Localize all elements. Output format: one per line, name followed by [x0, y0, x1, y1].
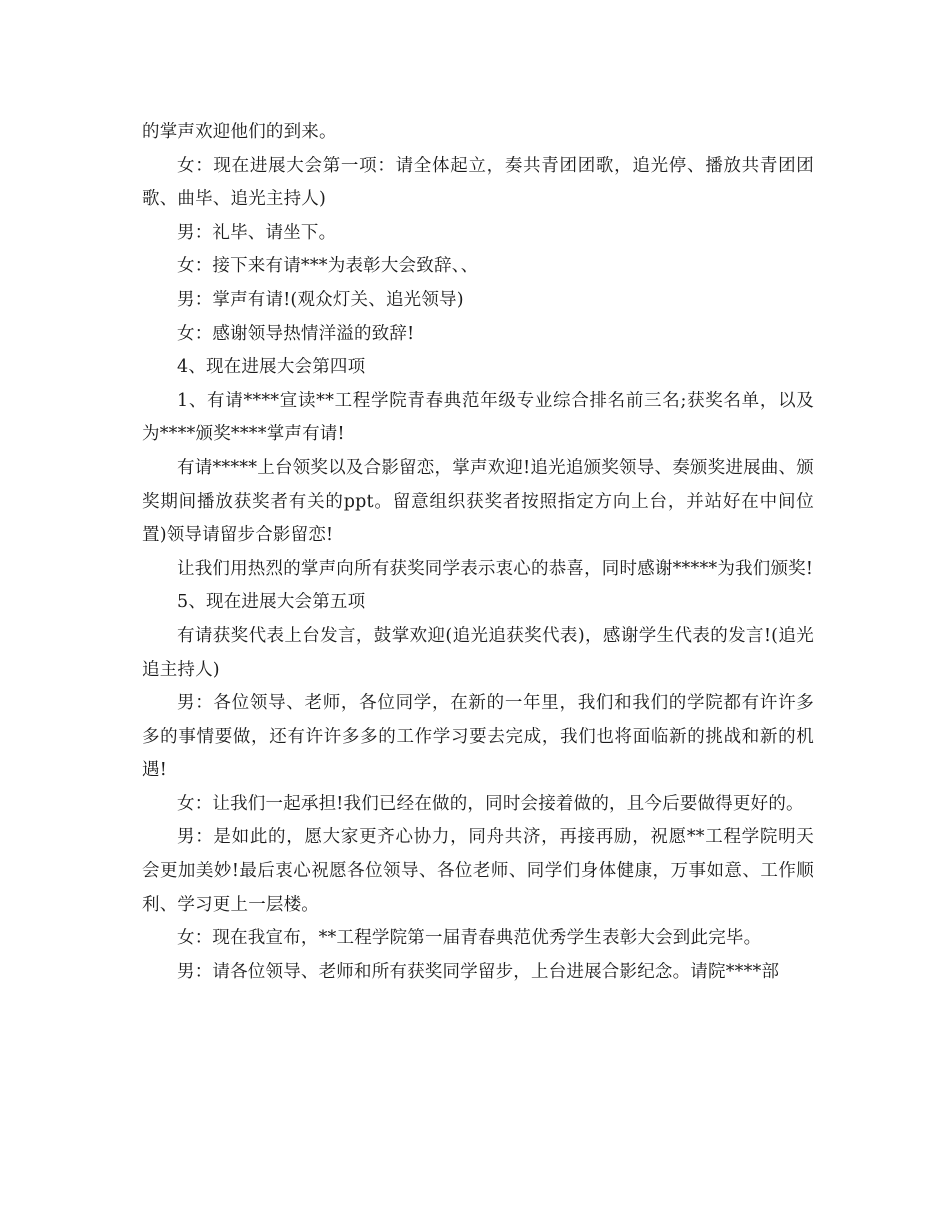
paragraph: 女：接下来有请***为表彰大会致辞、、 — [177, 256, 479, 277]
paragraph: 女：让我们一起承担!我们已经在做的，同时会接着做的，且今后要做得更好的。 — [177, 793, 804, 814]
paragraph: 男：礼毕、请坐下。 — [177, 222, 337, 243]
paragraph: 女：现在我宣布，**工程学院第一届青春典范优秀学生表彰大会到此完毕。 — [177, 928, 762, 949]
paragraph: 4、现在进展大会第四项 — [177, 357, 366, 378]
paragraph: 男：各位领导、老师，各位同学，在新的一年里，我们和我们的学院都有许许多多的事情要做，还有许许多多的工作学习要去完成，我们也将面临新的挑战和新的机遇! — [142, 693, 814, 781]
paragraph: 有请*****上台领奖以及合影留恋，掌声欢迎!追光追颁奖领导、奏颁奖进展曲、颁奖期间播放获奖者有关的ppt。留意组织获奖者按照指定方向上台，并站好在中间位置)领导请留步合影留恋! — [142, 457, 814, 546]
paragraph: 女：感谢领导热情洋溢的致辞! — [177, 323, 415, 344]
paragraph: 让我们用热烈的掌声向所有获奖同学表示衷心的恭喜，同时感谢*****为我们颁奖! — [177, 558, 814, 579]
paragraph: 男：请各位领导、老师和所有获奖同学留步，上台进展合影纪念。请院****部 — [177, 961, 780, 982]
paragraph: 1、有请****宣读**工程学院青春典范年级专业综合排名前三名;获奖名单，以及为****颁奖****掌声有请! — [142, 390, 814, 445]
paragraph: 男：掌声有请!(观众灯关、追光领导) — [177, 289, 464, 310]
paragraph: 男：是如此的，愿大家更齐心协力，同舟共济，再接再励，祝愿**工程学院明天会更加美妙!最后衷心祝愿各位领导、各位老师、同学们身体健康，万事如意、工作顺利、学习更上一层楼。 — [142, 827, 814, 915]
paragraph: 女：现在进展大会第一项：请全体起立，奏共青团团歌，追光停、播放共青团团歌、曲毕、追光主持人) — [142, 155, 814, 210]
paragraph: 5、现在进展大会第五项 — [177, 592, 366, 613]
paragraph: 有请获奖代表上台发言，鼓掌欢迎(追光追获奖代表)，感谢学生代表的发言!(追光追主持人) — [142, 625, 814, 680]
paragraph: 的掌声欢迎他们的到来。 — [142, 122, 337, 142]
document-body — [142, 116, 814, 989]
